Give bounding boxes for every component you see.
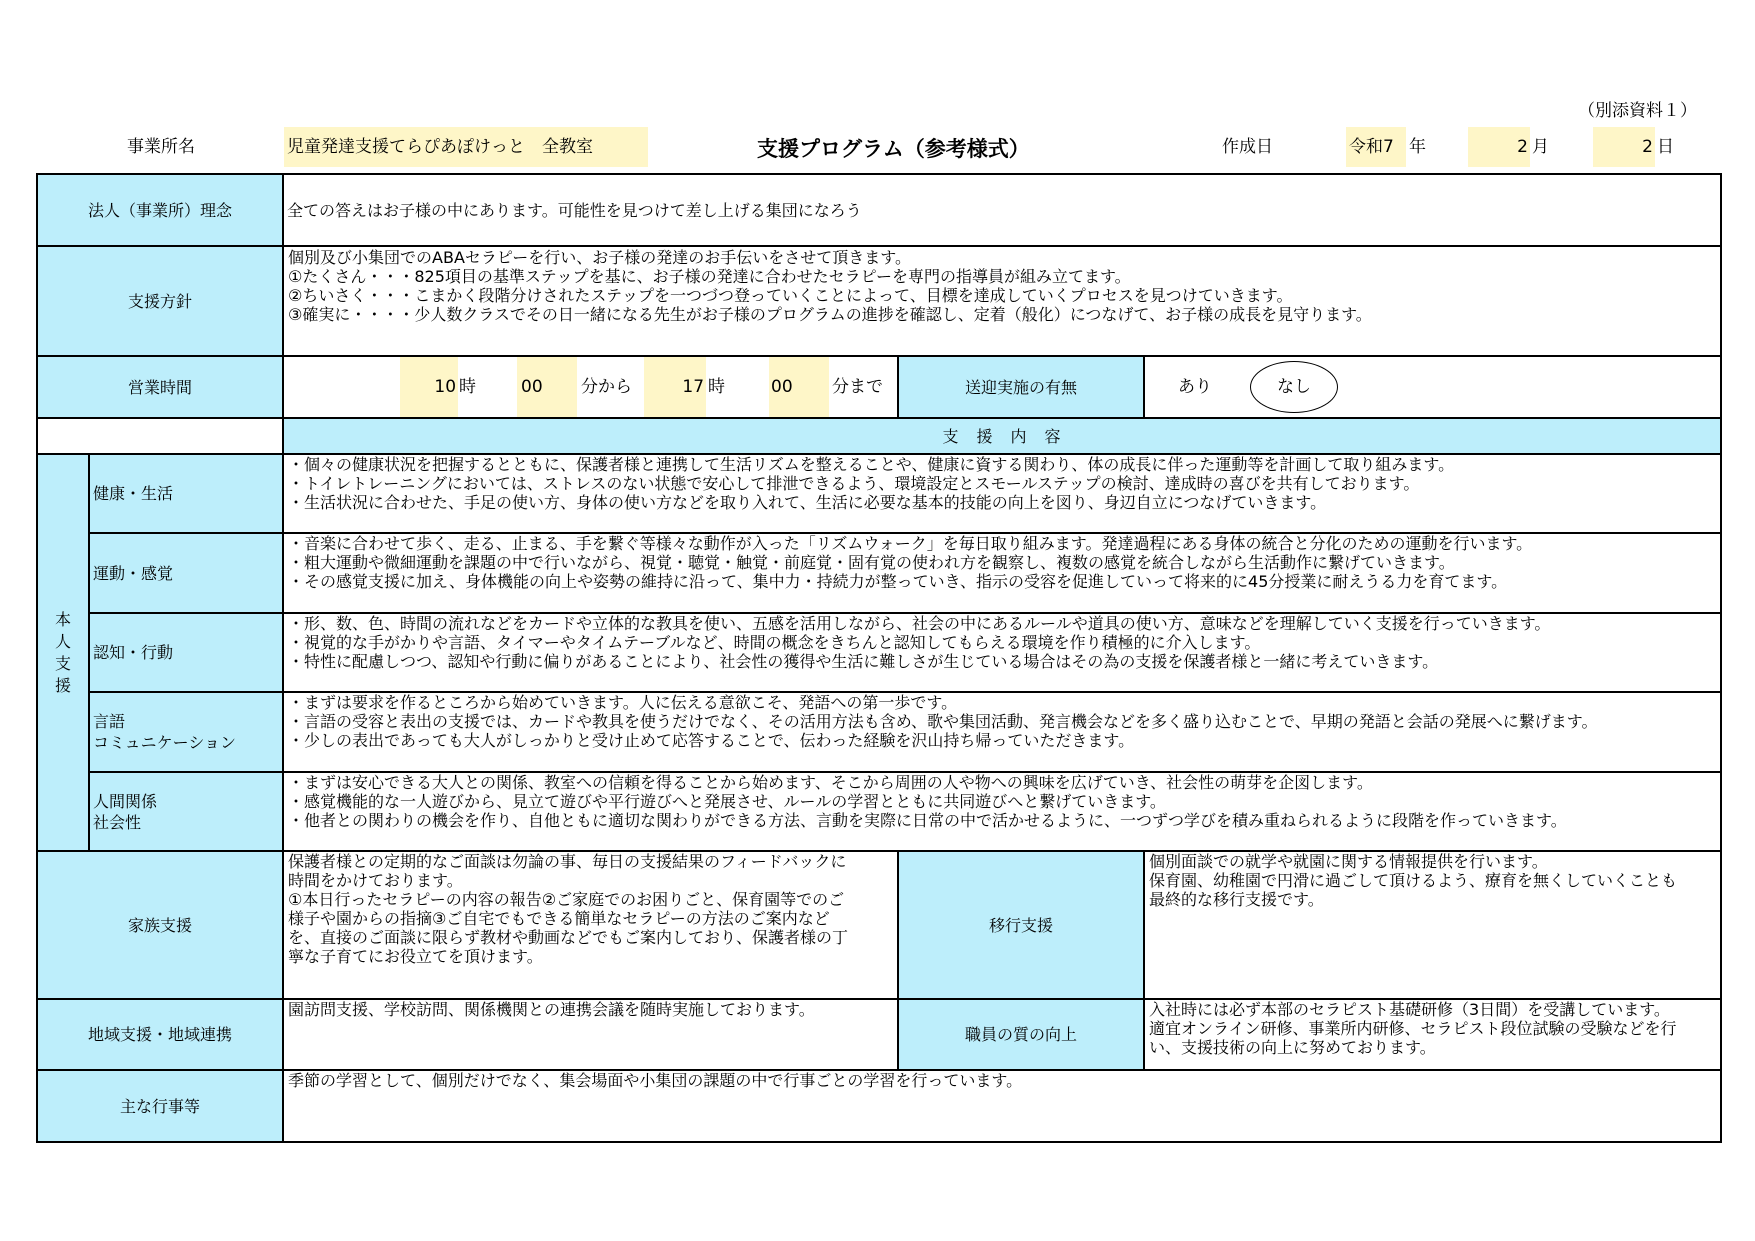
cognition-line: ・特性に配慮しつつ、認知や行動に偏りがあることにより、社会性の獲得や生活に難しさが生じている場合はその為の支援を保護者様と一緒に考えていきます。 <box>288 652 1439 671</box>
motor-line: ・音楽に合わせて歩く、走る、止まる、手を繋ぐ等様々な動作が入った「リズムウォーク」を毎日取り組みます。発達過程にある身体の統合と分化のための運動を行います。 <box>288 534 1533 553</box>
transport-no-circled <box>1250 361 1338 413</box>
social-line: ・感覚機能的な一人遊びから、見立て遊びや平行遊びへと発展させ、ルールの学習とともに共同遊びへと繋げていきます。 <box>288 792 1166 811</box>
transition-text <box>1144 851 1721 999</box>
staff-text <box>1144 999 1721 1070</box>
transition-line: 保育園、幼稚園で円滑に過ごして頂けるよう、療育を無くしていくことも <box>1149 871 1678 890</box>
date-month: 2 <box>1468 127 1530 167</box>
family-line: 寧な子育てにお役立てを頂けます。 <box>288 947 543 966</box>
events-label: 主な行事等 <box>37 1070 283 1142</box>
transport-options <box>1144 356 1721 418</box>
health-line: ・生活状況に合わせた、手足の使い方、身体の使い方などを取り入れて、生活に必要な基本的技能の向上を図り、身辺自立につなげていきます。 <box>288 493 1327 512</box>
philosophy-label: 法人（事業所）理念 <box>37 174 283 246</box>
social-line: ・まずは安心できる大人との関係、教室への信頼を得ることから始めます、そこから周囲の人や物への興味を広げていき、社会性の萌芽を企図します。 <box>288 773 1373 792</box>
office-label: 事業所名 <box>127 137 195 157</box>
content-header-row <box>37 418 1721 454</box>
from-label: 分から <box>581 376 633 397</box>
health-label: 健康・生活 <box>89 454 283 533</box>
policy-label: 支援方針 <box>37 246 283 356</box>
date-era: 令和7 <box>1346 127 1406 167</box>
date-day: 2 <box>1593 127 1655 167</box>
end-min: 00 <box>769 357 829 417</box>
community-row <box>37 999 1721 1070</box>
day-unit: 日 <box>1657 137 1674 157</box>
transport-no: なし <box>1277 376 1312 397</box>
language-line: ・少しの表出であっても大人がしっかりと受け止めて応答することで、伝わった経験を沢山持ち帰っていただきます。 <box>288 731 1135 750</box>
social-row <box>37 772 1721 851</box>
policy-line: ②ちいさく・・・こまかく段階分けされたステップを一つづつ登っていくことによって、目標を達成していくプロセスを見つけていきます。 <box>288 286 1293 305</box>
social-label-2: 社会性 <box>93 812 142 832</box>
personal-support-label <box>37 454 89 851</box>
transport-label: 送迎実施の有無 <box>898 356 1144 418</box>
policy-row <box>37 246 1721 356</box>
month-unit: 月 <box>1532 137 1549 157</box>
philosophy-row <box>37 174 1721 246</box>
transition-line: 個別面談での就学や就園に関する情報提供を行います。 <box>1149 852 1548 871</box>
staff-line: い、支援技術の向上に努めております。 <box>1149 1038 1436 1057</box>
cognition-row <box>37 613 1721 692</box>
hours-label: 営業時間 <box>37 356 283 418</box>
social-line: ・他者との関わりの機会を作り、自他ともに適切な関わりができる方法、言動を実際に日常の中で活かせるように、一つずつ学びを積み重ねられるように段階を作っていきます。 <box>288 811 1567 830</box>
language-text <box>283 692 1721 772</box>
office-name: 児童発達支援てらぴあぽけっと 全教室 <box>284 127 648 167</box>
events-text: 季節の学習として、個別だけでなく、集会場面や小集団の課題の中で行事ごとの学習を行っています。 <box>283 1070 1721 1142</box>
date-label: 作成日 <box>1222 137 1273 157</box>
policy-text <box>283 246 1721 356</box>
staff-line: 適宜オンライン研修、事業所内研修、セラピスト段位試験の受験などを行 <box>1149 1019 1677 1038</box>
language-row <box>37 692 1721 772</box>
family-line: 時間をかけております。 <box>288 871 463 890</box>
personal-support-text: 本人支援 <box>54 609 71 695</box>
page-title: 支援プログラム（参考様式） <box>757 137 1030 161</box>
social-text <box>283 772 1721 851</box>
health-row <box>37 454 1721 533</box>
family-text <box>283 851 898 999</box>
language-line: ・言語の受容と表出の支援では、カードや教具を使うだけでなく、その活用方法も含め、歌や集団活動、発言機会などを多く盛り込むことで、早期の発語と会話の発展へに繋げます。 <box>288 712 1598 731</box>
family-line: 保護者様との定期的なご面談は勿論の事、毎日の支援結果のフィードバックに <box>288 852 847 871</box>
cognition-line: ・形、数、色、時間の流れなどをカードや立体的な教具を使い、五感を活用しながら、社会の中にあるルールや道具の使い方、意味などを理解していく支援を行っていきます。 <box>288 614 1551 633</box>
family-line: ①本日行ったセラピーの内容の報告②ご家庭でのお困りごと、保育園等でのご <box>288 890 845 909</box>
until-label: 分まで <box>832 376 884 397</box>
policy-line: ③確実に・・・・少人数クラスでその日一緒になる先生がお子様のプログラムの進捗を確認し、定着（般化）につなげて、お子様の成長を見守ります。 <box>288 305 1372 324</box>
content-header-blank <box>37 418 283 454</box>
annex-label: （別添資料１） <box>1578 101 1697 121</box>
content-header: 支 援 内 容 <box>283 418 1721 454</box>
motor-text <box>283 533 1721 613</box>
year-unit: 年 <box>1409 137 1426 157</box>
social-label-1: 人間関係 <box>93 791 158 811</box>
motor-label: 運動・感覚 <box>89 533 283 613</box>
policy-line: ①たくさん・・・825項目の基準ステップを基に、お子様の発達に合わせたセラピーを専門の指導員が組み立てます。 <box>288 267 1131 286</box>
support-program-table <box>36 173 1722 1143</box>
hours-row <box>37 356 1721 418</box>
events-row <box>37 1070 1721 1142</box>
community-label: 地域支援・地域連携 <box>37 999 283 1070</box>
motor-line: ・粗大運動や微細運動を課題の中で行いながら、視覚・聴覚・触覚・前庭覚・固有覚の使われ方を観察し、複数の感覚を統合しながら生活動作に繋げていきます。 <box>288 553 1455 572</box>
language-label-2: コミュニケーション <box>93 733 237 752</box>
family-row <box>37 851 1721 999</box>
policy-line: 個別及び小集団でのABAセラピーを行い、お子様の発達のお手伝いをさせて頂きます。 <box>288 248 911 267</box>
family-label: 家族支援 <box>37 851 283 999</box>
staff-line: 入社時には必ず本部のセラピスト基礎研修（3日間）を受講しています。 <box>1149 1000 1670 1019</box>
motor-line: ・その感覚支援に加え、身体機能の向上や姿勢の維持に沿って、集中力・持続力が整っていき、指示の受容を促進していって将来的に45分授業に耐えうる力を育てます。 <box>288 572 1508 591</box>
end-hour: 17 <box>644 357 706 417</box>
family-line: を、直接のご面談に限らず教材や動画などでもご案内しており、保護者様の丁 <box>288 928 849 947</box>
transport-yes: あり <box>1178 376 1213 397</box>
community-text: 園訪問支援、学校訪問、関係機関との連携会議を随時実施しております。 <box>283 999 898 1070</box>
transition-line: 最終的な移行支援です。 <box>1149 890 1324 909</box>
cognition-line: ・視覚的な手がかりや言語、タイマーやタイムテーブルなど、時間の概念をきちんと認知してもらえる環境を作り積極的に介入します。 <box>288 633 1261 652</box>
social-label <box>89 772 283 851</box>
hour-unit: 時 <box>459 376 477 397</box>
transition-label: 移行支援 <box>898 851 1144 999</box>
health-line: ・個々の健康状況を把握するとともに、保護者様と連携して生活リズムを整えることや、健康に資する関わり、体の成長に伴った運動等を計画して取り組みます。 <box>288 455 1455 474</box>
family-line: 様子や園からの指摘③ご自宅でもできる簡単なセラピーの方法のご案内など <box>288 909 830 928</box>
language-label <box>89 692 283 772</box>
philosophy-text: 全ての答えはお子様の中にあります。可能性を見つけて差し上げる集団になろう <box>283 174 1721 246</box>
cognition-text <box>283 613 1721 692</box>
language-line: ・まずは要求を作るところから始めていきます。人に伝える意欲こそ、発語への第一歩です。 <box>288 693 958 712</box>
start-min: 00 <box>517 357 577 417</box>
health-text <box>283 454 1721 533</box>
start-hour: 10 <box>400 357 458 417</box>
health-line: ・トイレトレーニングにおいては、ストレスのない状態で安心して排泄できるよう、環境設定とスモールステップの検討、達成時の喜びを共有しております。 <box>288 474 1420 493</box>
motor-row <box>37 533 1721 613</box>
staff-label: 職員の質の向上 <box>898 999 1144 1070</box>
hour-unit: 時 <box>708 376 726 397</box>
cognition-label: 認知・行動 <box>89 613 283 692</box>
hours-cell <box>283 356 898 418</box>
language-label-1: 言語 <box>93 712 126 731</box>
